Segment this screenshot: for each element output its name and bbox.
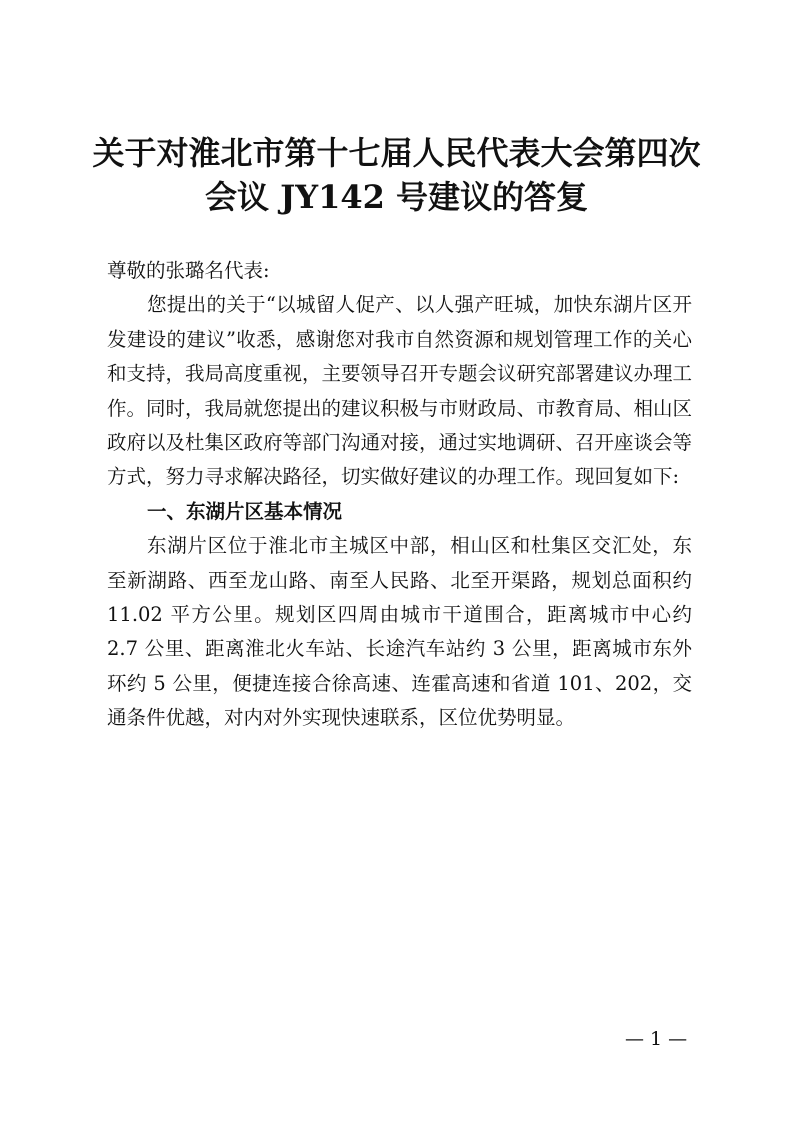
page-number: — 1 — [625,1028,688,1050]
document-title-line-1: 关于对淮北市第十七届人民代表大会第四次 [92,134,701,172]
paragraph-intro: 您提出的关于“以城留人促产、以人强产旺城，加快东湖片区开发建设的建议”收悉，感谢您对我市自然资源和规划管理工作的关心和支持，我局高度重视，主要领导召开专题会议研究部署建议办理工作。同时，我局就您提出的建议积极与市财政局、市教育局、相山区政府以及杜集区政府等部门沟通对接，通过实地调研、召开座谈会等方式，努力寻求解决路径，切实做好建议的办理工作。现回复如下: [107,293,693,489]
document-title-line-2: 会议 JY142 号建议的答复 [204,178,589,216]
salutation: 尊敬的张璐名代表: [107,259,270,282]
section-heading-1: 一、东湖片区基本情况 [147,499,343,523]
paragraph-section-1: 东湖片区位于淮北市主城区中部，相山区和杜集区交汇处，东至新湖路、西至龙山路、南至人民路、北至开渠路，规划总面积约 11.02 平方公里。规划区四周由城市干道围合，距离城市中心约 2.7 公里、距离淮北火车站、长途汽车站约 3 公里，距离城市东外环约 5 公里，便捷连接合徐高速、连霍高速和省道 101、202，交通条件优越，对内对外实现快速联系，区位优势明显。 [107,534,692,730]
document-body [107,254,692,736]
